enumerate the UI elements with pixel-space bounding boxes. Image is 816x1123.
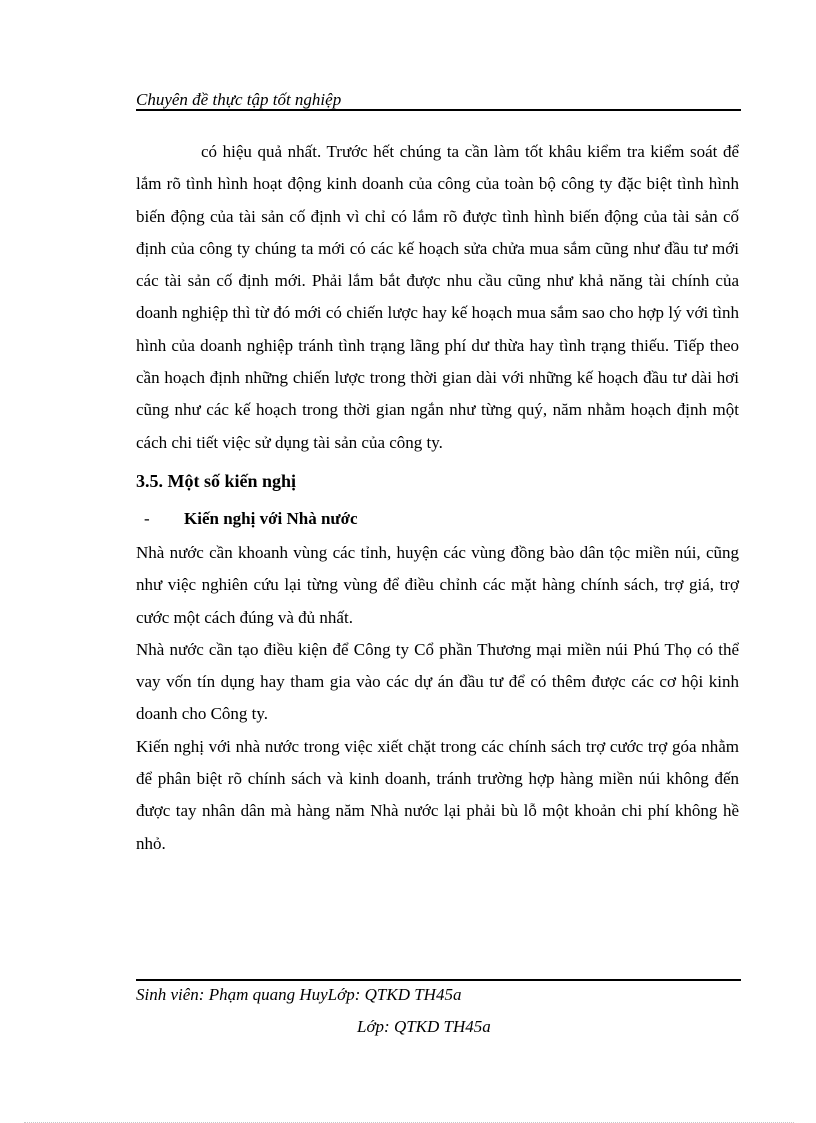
document-body	[136, 136, 739, 860]
paragraph-intro: có hiệu quả nhất. Trước hết chúng ta cần làm tốt khâu kiểm tra kiểm soát để lắm rõ tình hình hoạt động kinh doanh của công của toàn bộ công ty đặc biệt tình hình biến động của tài sản cố định vì chỉ có lắm rõ được tình hình biến động của tài sản cố định của công ty chúng ta mới có các kế hoạch sửa chửa mua sắm cũng như đầu tư mới các tài sản cố định mới. Phải lắm bắt được nhu cầu cũng như khả năng tài chính của doanh nghiệp thì từ đó mới có chiến lược hay kế hoạch mua sắm sao cho hợp lý với tình hình của doanh nghiệp tránh tình trạng lãng phí dư thừa hay tình trạng thiếu. Tiếp theo cần hoạch định những chiến lược trong thời gian dài với những kế hoạch đầu tư dài hơi cũng như các kế hoạch trong thời gian ngắn như từng quý, năm nhằm hoạch định một cách chi tiết việc sử dụng tài sản của công ty.	[136, 142, 739, 452]
section-heading: 3.5. Một số kiến nghị	[136, 470, 297, 491]
paragraph-1: Nhà nước cần khoanh vùng các tỉnh, huyện các vùng đồng bào dân tộc miền núi, cũng như việc nghiên cứu lại từng vùng để điều chỉnh các mặt hàng chính sách, trợ giá, trợ cước một cách đúng và đủ nhất.	[136, 542, 739, 627]
footer-class: Lớp: QTKD TH45a	[357, 1017, 491, 1036]
header-title: Chuyên đề thực tập tốt nghiệp	[136, 90, 342, 109]
footer-rule	[136, 979, 741, 981]
bullet-item	[136, 501, 739, 537]
header-rule	[136, 109, 741, 111]
bullet-heading: Kiến nghị với Nhà nước	[184, 508, 358, 528]
bullet-dash: -	[144, 508, 150, 528]
paragraph-3: Kiến nghị với nhà nước trong việc xiết chặt trong các chính sách trợ cước trợ góa nhằm để phân biệt rõ chính sách và kinh doanh, tránh trường hợp hàng miền núi không đến được tay nhân dân mà hàng năm Nhà nước lại phải bù lỗ một khoản chi phí không hề nhỏ.	[136, 736, 739, 853]
footer-student: Sinh viên: Phạm quang HuyLớp: QTKD TH45a	[136, 985, 462, 1004]
paragraph-2: Nhà nước cần tạo điều kiện để Công ty Cổ phần Thương mại miền núi Phú Thọ có thể vay vốn tín dụng hay tham gia vào các dự án đầu tư để có thêm được các cơ hội kinh doanh cho Công ty.	[136, 639, 739, 724]
